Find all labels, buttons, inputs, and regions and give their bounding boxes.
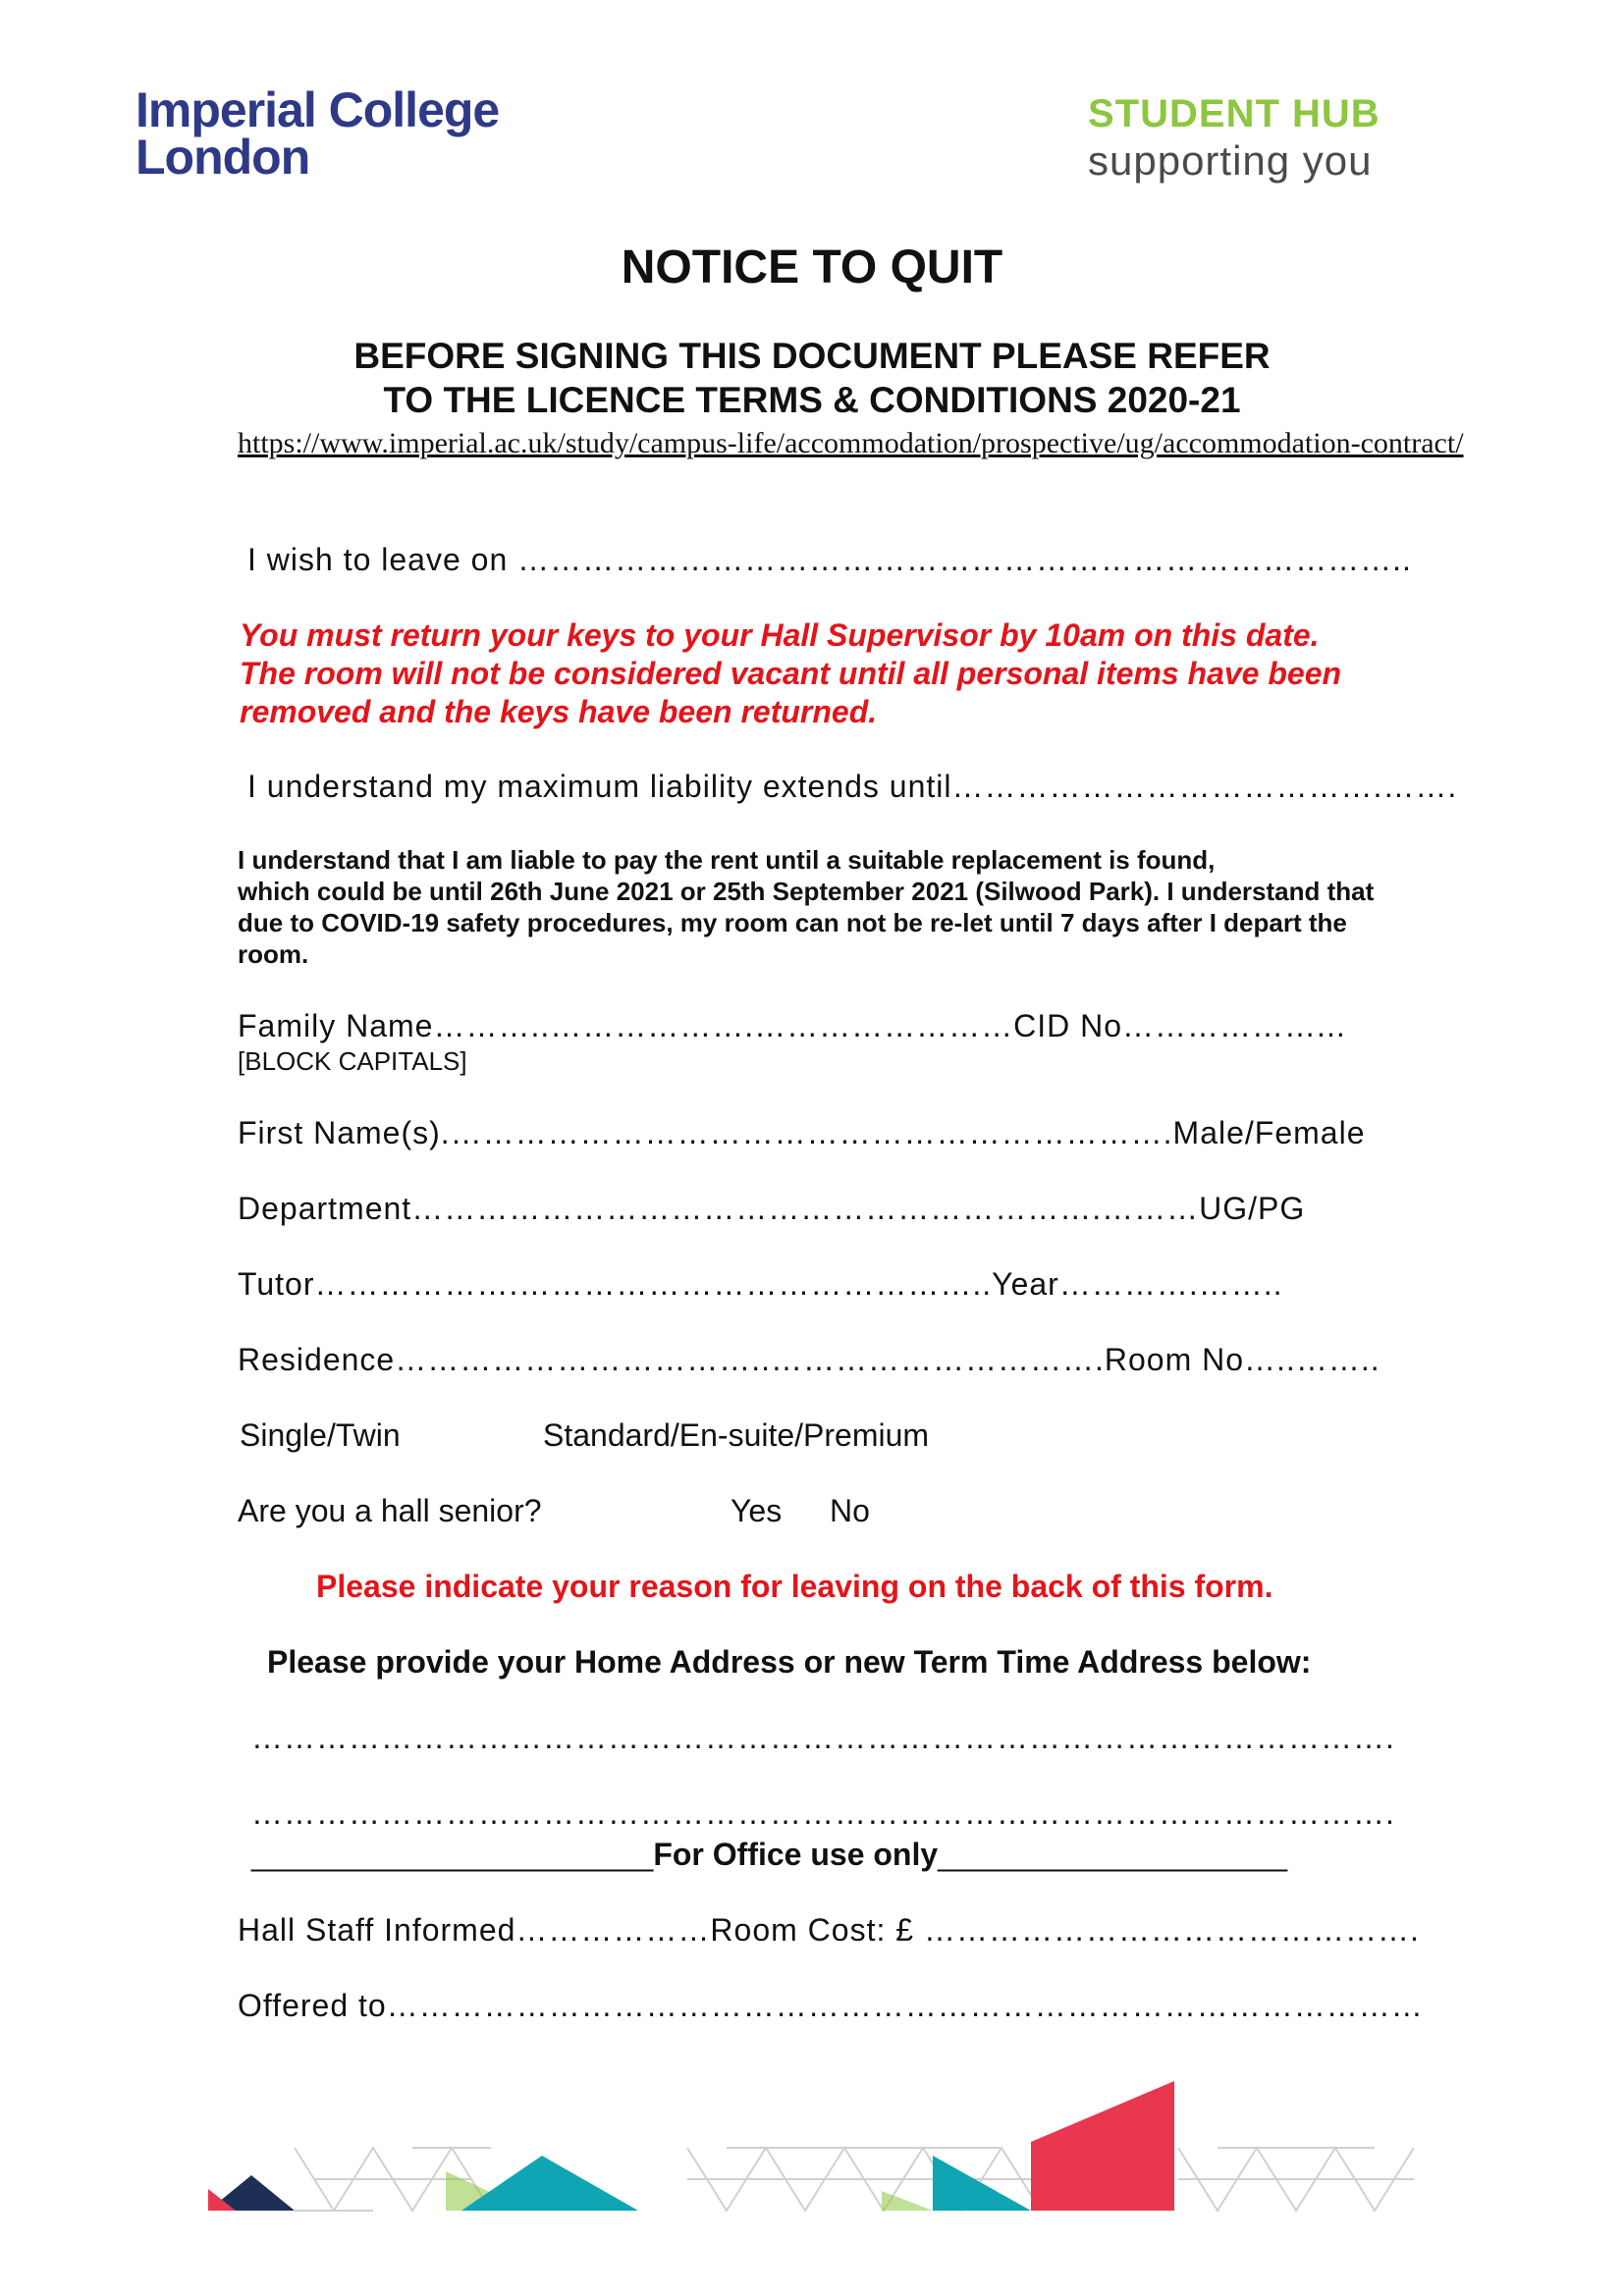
block-capitals-note: [BLOCK CAPITALS] bbox=[238, 1046, 467, 1076]
terms-link[interactable]: https://www.imperial.ac.uk/study/campus-life/accommodation/prospective/ug/accommodation-contract/ bbox=[238, 427, 1464, 459]
green-hatch-2 bbox=[882, 2191, 933, 2211]
offered-to-field[interactable]: Offered to…………………………………………………………………………………… bbox=[238, 1988, 1424, 2023]
warning-line-3: removed and the keys have been returned. bbox=[240, 694, 878, 729]
hall-senior-question: Are you a hall senior? bbox=[238, 1493, 542, 1528]
rent-notice-line-4: room. bbox=[238, 939, 309, 969]
page-title: NOTICE TO QUIT bbox=[621, 241, 1003, 294]
address-line-1[interactable]: ……………………………………………………………………………………………. bbox=[251, 1720, 1395, 1755]
warning-line-1: You must return your keys to your Hall Supervisor by 10am on this date. bbox=[240, 617, 1320, 653]
first-name-field[interactable]: First Name(s).………………………………………………………….Male/Female bbox=[238, 1115, 1366, 1150]
tutor-field[interactable]: Tutor……………….……………………………………..Year………….…….. bbox=[238, 1266, 1283, 1302]
imperial-college-logo bbox=[135, 82, 500, 185]
subtitle-line-2: TO THE LICENCE TERMS & CONDITIONS 2020-21 bbox=[383, 380, 1241, 420]
teal-triangle bbox=[461, 2156, 638, 2211]
footer-decoration bbox=[0, 2061, 1624, 2238]
office-use-label: For Office use only bbox=[653, 1837, 939, 1872]
liability-field[interactable]: I understand my maximum liability extends until………………………………….……. bbox=[247, 769, 1458, 804]
student-hub-logo bbox=[1088, 90, 1380, 185]
reason-note: Please indicate your reason for leaving on the back of this form. bbox=[316, 1569, 1273, 1604]
residence-field[interactable]: Residence……………………………..………………………….Room No…..…….. bbox=[238, 1342, 1380, 1377]
office-rule-left: _______________________ bbox=[251, 1837, 654, 1872]
pink-block bbox=[1031, 2081, 1174, 2211]
office-rule-right: ____________________ bbox=[938, 1837, 1288, 1872]
office-use-divider bbox=[251, 1837, 1287, 1873]
subtitle-line-1: BEFORE SIGNING THIS DOCUMENT PLEASE REFER bbox=[353, 336, 1271, 376]
warning-line-2: The room will not be considered vacant until all personal items have been bbox=[240, 656, 1342, 691]
leave-date-field[interactable]: I wish to leave on ……………………………………………………………………….. bbox=[247, 542, 1412, 577]
address-prompt: Please provide your Home Address or new Term Time Address below: bbox=[267, 1644, 1312, 1680]
teal-triangle-2 bbox=[933, 2156, 1031, 2211]
hall-senior-no[interactable]: No bbox=[830, 1493, 870, 1528]
rent-notice-line-2: which could be until 26th June 2021 or 25th September 2021 (Silwood Park). I understand that bbox=[238, 877, 1375, 906]
logo-line-1: Imperial College bbox=[135, 82, 500, 137]
family-name-field[interactable]: Family Name………..……………….……………………CID No………………... bbox=[238, 1008, 1346, 1043]
hub-line-1: STUDENT HUB bbox=[1088, 92, 1380, 135]
rent-notice-line-3: due to COVID-19 safety procedures, my room can not be re-let until 7 days after I depart the bbox=[238, 908, 1347, 937]
hall-senior-yes[interactable]: Yes bbox=[731, 1493, 783, 1528]
room-type-single-twin[interactable]: Single/Twin bbox=[240, 1417, 401, 1453]
address-line-2[interactable]: ……………………………………………………………………………………………. bbox=[251, 1795, 1395, 1831]
hall-staff-room-cost-field[interactable]: Hall Staff Informed………………Room Cost: £ ………………………………………. bbox=[238, 1912, 1420, 1948]
room-type-standard-ensuite-premium[interactable]: Standard/En-suite/Premium bbox=[543, 1417, 930, 1453]
logo-line-2: London bbox=[135, 130, 310, 185]
hub-line-2: supporting you bbox=[1088, 137, 1373, 184]
department-field[interactable]: Department……………………………………………………….………UG/PG bbox=[238, 1191, 1306, 1226]
rent-notice-line-1: I understand that I am liable to pay the rent until a suitable replacement is found, bbox=[238, 845, 1216, 875]
